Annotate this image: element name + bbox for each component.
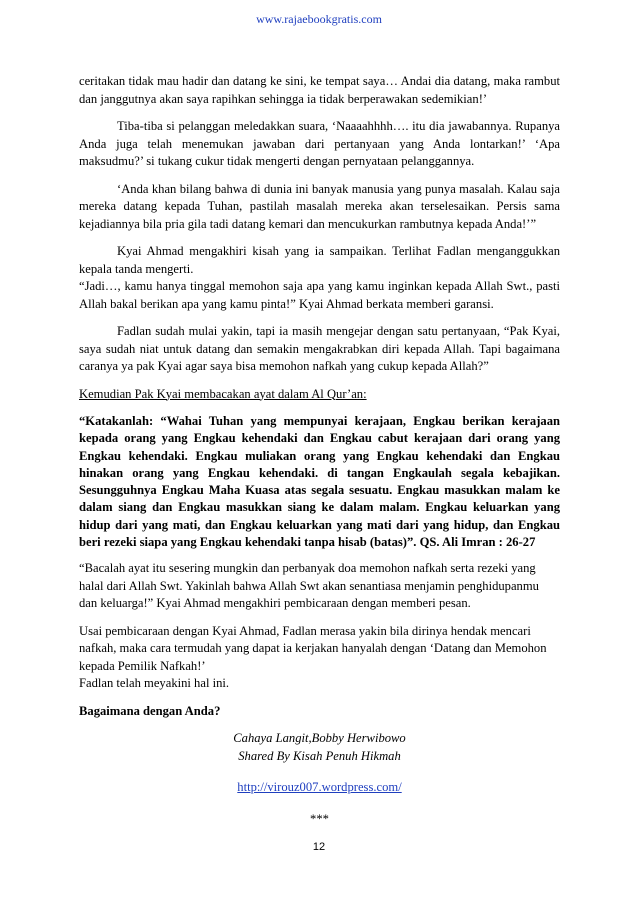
paragraph-3: ‘Anda khan bilang bahwa di dunia ini banyak manusia yang punya masalah. Kalau saja mereka datang kepada Tuhan, pastilah masalah mereka akan terselesaikan. Persis sama kejadiannya bila pria gila tadi datang kemari dan mencukurkan rambutnya kepada Anda!’” bbox=[79, 181, 560, 231]
closing-question: Bagaimana dengan Anda? bbox=[79, 703, 221, 718]
paragraph-conclusion: Usai pembicaraan dengan Kyai Ahmad, Fadlan merasa yakin bila dirinya hendak mencari nafkah, maka cara termudah yang dapat ia kerjakan hanyalah dengan ‘Datang dan Memohon kepada Pemilik Nafkah!’ bbox=[79, 623, 547, 673]
paragraph-1: ceritakan tidak mau hadir dan datang ke sini, ke tempat saya… Andai dia datang, maka rambut dan janggutnya akan saya rapihkan sehingga ia tidak berperawakan sedemikian!’ bbox=[79, 74, 560, 106]
separator: *** bbox=[310, 811, 329, 826]
quran-verse: “Katakanlah: “Wahai Tuhan yang mempunyai kerajaan, Engkau berikan kerajaan kepada orang yang Engkau kehendaki dan Engkau cabut kerajaan dari orang yang Engkau kehendaki. Engkau muliakan orang yang Engkau kehendaki dan Engkau hinakan orang yang Engkau kehendaki. di tangan Engkaulah segala kebajikan. Sesungguhnya Engkau Maha Kuasa atas segala sesuatu. Engkau masukkan malam ke dalam siang dan Engkau masukkan siang ke dalam malam. Engkau keluarkan yang hidup dari yang mati, dan Engkau keluarkan yang mati dari yang hidup, dan Engkau beri rezeki siapa yang Engkau kehendaki tanpa hisab (batas)”. QS. Ali Imran : 26-27 bbox=[79, 414, 560, 550]
source-link[interactable]: http://virouz007.wordpress.com/ bbox=[237, 780, 402, 795]
credit-shared: Shared By Kisah Penuh Hikmah bbox=[238, 748, 401, 763]
paragraph-advice: “Bacalah ayat itu sesering mungkin dan perbanyak doa memohon nafkah serta rezeki yang halal dari Allah Swt. Yakinlah bahwa Allah Swt akan senantiasa menjamin penghidupanmu dan keluarga!” Kyai Ahmad mengakhiri pembicaraan dengan memberi pesan. bbox=[79, 561, 539, 611]
credit-author: Cahaya Langit,Bobby Herwibowo bbox=[233, 731, 406, 746]
paragraph-4: Kyai Ahmad mengakhiri kisah yang ia sampaikan. Terlihat Fadlan menganggukkan kepala tanda mengerti. bbox=[79, 244, 560, 276]
verse-intro: Kemudian Pak Kyai membacakan ayat dalam Al Qur’an: bbox=[79, 386, 367, 401]
page-body bbox=[79, 73, 560, 828]
paragraph-belief: Fadlan telah meyakini hal ini. bbox=[79, 676, 230, 691]
paragraph-5: “Jadi…, kamu hanya tinggal memohon saja apa yang kamu inginkan kepada Allah Swt., pasti Allah bakal berikan apa yang kamu pinta!” Kyai Ahmad berkata memberi garansi. bbox=[79, 279, 560, 311]
paragraph-6: Fadlan sudah mulai yakin, tapi ia masih mengejar dengan satu pertanyaan, “Pak Kyai, saya sudah niat untuk datang dan semakin mengakrabkan diri kepada Allah. Tapi bagaimana caranya ya pak Kyai agar saya bisa memohon nafkah yang cukup kepada Allah?” bbox=[79, 324, 560, 373]
paragraph-2: Tiba-tiba si pelanggan meledakkan suara, ‘Naaaahhhh…. itu dia jawabannya. Rupanya Anda juga telah menemukan jawaban dari pertanyaan yang Anda lontarkan!’ ‘Apa maksudmu?’ si tukang cukur tidak mengerti dengan pernyataan pelanggannya. bbox=[79, 119, 560, 168]
page-number: 12 bbox=[312, 841, 326, 853]
header-url: www.rajaebookgratis.com bbox=[256, 12, 382, 26]
